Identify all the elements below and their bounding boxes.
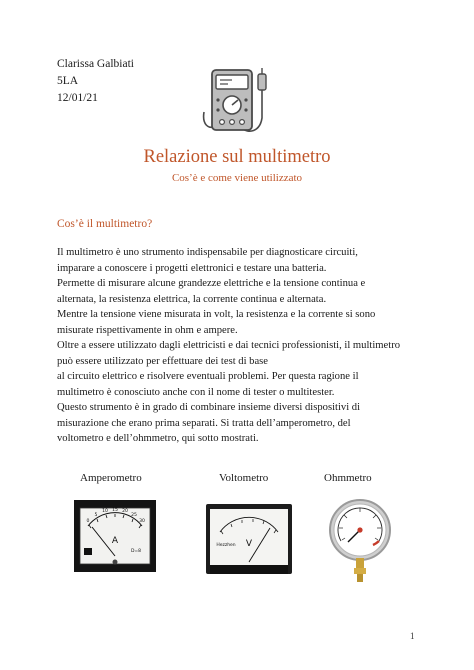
body-paragraph	[57, 245, 429, 447]
body-line: imparare a conoscere i progetti elettronici e testare una batteria.	[57, 262, 327, 274]
body-line: Permette di misurare alcune grandezze elettriche e la tensione continua e	[57, 278, 366, 289]
multimeter-icon	[198, 66, 278, 136]
ammeter-tag: D=8	[130, 549, 142, 554]
body-line: alternata, la resistenza elettrica, la corrente continua e alternata.	[57, 293, 327, 305]
pressure-gauge-icon	[328, 498, 392, 584]
body-line: Mentre la tensione viene misurata in volt, la resistenza e la corrente si sono	[57, 309, 376, 320]
body-line: misurate rispettivamente in ohm e ampere.	[57, 324, 238, 336]
ammeter-scale-label: 15	[112, 508, 118, 513]
ammeter-scale-label: 0	[86, 519, 90, 524]
page-number: 1	[410, 631, 415, 641]
body-line: multimetro è conosciuto anche con il nome di tester o multitester.	[57, 386, 335, 398]
body-line: voltometro e dell’ohmmetro, qui sotto mostrati.	[57, 433, 259, 444]
ammeter-scale-label: 5	[94, 513, 98, 518]
voltmeter-icon	[206, 504, 292, 574]
ammeter-unit: A	[111, 536, 119, 546]
ammeter-label: Amperometro	[80, 472, 142, 484]
voltmeter-label: Voltometro	[219, 472, 269, 484]
body-line: al circuito elettrico e risolvere eventuali problemi. Per questa ragione il	[57, 371, 359, 382]
voltmeter-brand: Hezzhen	[216, 543, 236, 548]
voltmeter-unit: V	[245, 539, 253, 549]
author-name: Clarissa Galbiati	[57, 58, 134, 70]
ammeter-scale-label: 10	[102, 509, 108, 514]
body-line: Oltre a essere utilizzato dagli elettricisti e dai tecnici professionisti, il multimetro	[57, 340, 401, 351]
body-line: misurazione che erano prima separati. Si tratta dell’amperometro, del	[57, 417, 351, 429]
ammeter-scale-label: 20	[122, 509, 128, 514]
body-line: Il multimetro è uno strumento indispensabile per diagnosticare circuiti,	[57, 247, 358, 258]
body-line: può essere utilizzato per effettuare dei test di base	[57, 355, 269, 367]
body-line: Questo strumento è in grado di combinare insieme diversi dispositivi di	[57, 402, 361, 413]
page-title: Relazione sul multimetro	[143, 147, 331, 167]
page-subtitle: Cos’è e come viene utilizzato	[171, 172, 303, 184]
document-date: 12/01/21	[57, 92, 98, 104]
ammeter-scale-label: 30	[139, 519, 145, 524]
section-heading: Cos’è il multimetro?	[57, 218, 153, 230]
class-name: 5LA	[57, 75, 79, 87]
ohmmeter-label: Ohmmetro	[324, 472, 372, 484]
ammeter-scale-label: 25	[131, 513, 137, 518]
ammeter-icon	[74, 500, 156, 572]
header-block	[57, 56, 134, 107]
